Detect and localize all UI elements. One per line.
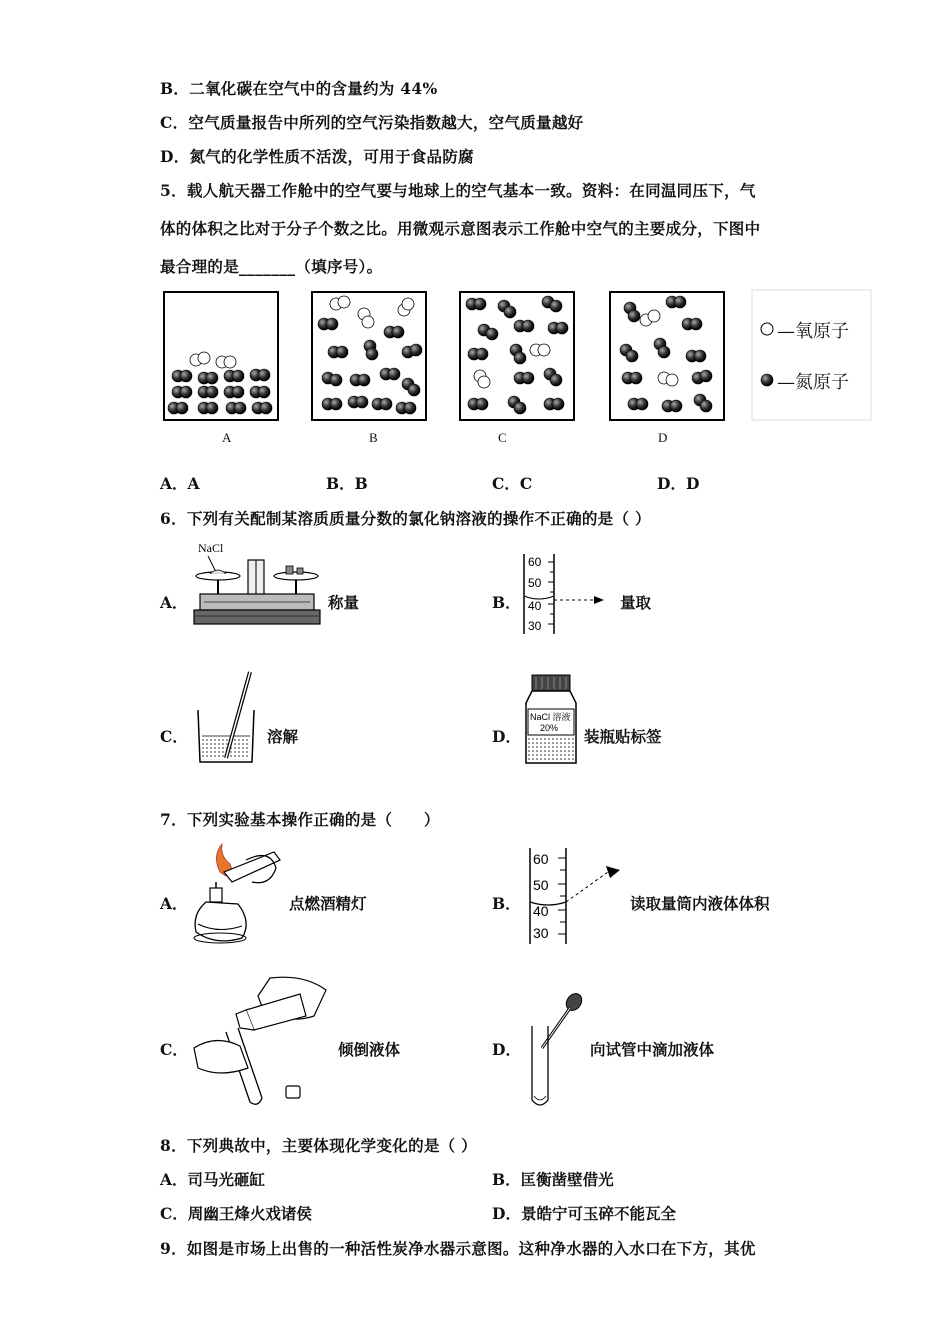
eye-icon [606,866,620,878]
q6-option-d-letter: D． [492,727,521,746]
q7-option-a-caption: 点燃酒精灯 [289,894,367,913]
nitrogen-atom-icon [761,374,773,386]
q6-option-a-letter: A． [160,593,188,612]
labeled-bottle-icon [520,673,582,767]
cyl-tick-40: 40 [528,599,542,613]
q5-option-d: D．D [657,474,700,493]
q7-option-b-letter: B． [492,894,521,913]
q8-option-c: C．周幽王烽火戏诸侯 [160,1204,312,1223]
cyl-tick-50: 50 [528,576,542,590]
hand-holding-tube-icon [194,1040,248,1073]
q5-option-a: A．A [160,474,200,493]
q7-option-a-letter: A． [160,894,188,913]
q8-option-a: A．司马光砸缸 [160,1170,266,1189]
q8-stem: 8．下列典故中，主要体现化学变化的是（ ） [160,1136,477,1155]
oxygen-atom-icon [761,323,773,335]
q7-option-c-letter: C． [160,1040,188,1059]
q4-option-b: B．二氧化碳在空气中的含量约为 44% [160,79,438,98]
balance-scale-icon [186,538,326,634]
q5-box-label-b: B [369,430,378,445]
bottle-stopper-icon [286,1086,300,1098]
q5-box-b [312,292,426,420]
pouring-liquid-icon [186,972,336,1112]
q5-diagram [158,288,873,448]
q7-option-c-caption: 倾倒液体 [338,1040,401,1059]
q7-stem: 7．下列实验基本操作正确的是（ ） [160,810,440,829]
q5-legend [752,290,871,420]
q6-stem: 6．下列有关配制某溶质质量分数的氯化钠溶液的操作不正确的是（ ） [160,509,651,528]
cyl-tick-30: 30 [533,925,549,941]
q8-option-d: D．景皓宁可玉碎不能瓦全 [492,1204,676,1223]
q5-box-label-c: C [498,430,507,445]
measuring-cylinder-icon [518,552,618,636]
q4-option-c: C．空气质量报告中所列的空气污染指数越大，空气质量越好 [160,113,584,132]
q7-option-d-letter: D． [492,1040,521,1059]
q5-box-a [164,292,278,420]
legend-nitrogen-label: —氮原子 [777,372,849,393]
q7-option-d-caption: 向试管中滴加液体 [590,1040,715,1059]
cyl-tick-60: 60 [533,851,549,867]
alcohol-lamp-lighting-icon [186,842,286,948]
cyl-tick-50: 50 [533,877,549,893]
q5-option-b: B．B [326,474,368,493]
legend-oxygen-label: —氧原子 [777,321,849,342]
q5-box-label-a: A [222,430,232,445]
bottle-label-percent: 20% [540,723,559,733]
q5-box-c [460,292,574,420]
q6-option-a-caption: 称量 [328,593,360,612]
q6-option-c-letter: C． [160,727,188,746]
eye-icon [594,596,604,604]
q6-option-b-caption: 量取 [620,593,652,612]
dropper-test-tube-icon [526,990,586,1112]
q5-stem-line2: 体的体积之比对于分子个数之比。用微观示意图表示工作舱中空气的主要成分，下图中 [160,219,761,238]
q5-box-d [610,292,724,420]
cyl-tick-60: 60 [528,555,542,569]
cyl-tick-40: 40 [533,903,549,919]
q5-stem-line1: 5．载人航天器工作舱中的空气要与地球上的空气基本一致。资料：在同温同压下，气 [160,181,756,200]
q7-option-b-caption: 读取量筒内液体体积 [630,894,770,913]
read-cylinder-icon [524,846,628,946]
q9-stem-line1: 9．如图是市场上出售的一种活性炭净水器示意图。这种净水器的入水口在下方，其优 [160,1239,756,1258]
dropper-bulb-icon [563,991,585,1014]
q6-option-c-caption: 溶解 [267,727,299,746]
q6-option-b-letter: B． [492,593,521,612]
q5-box-label-d: D [658,430,668,445]
q8-option-b: B．匡衡凿壁借光 [492,1170,614,1189]
q4-option-d: D．氮气的化学性质不活泼，可用于食品防腐 [160,147,474,166]
beaker-stirring-icon [192,670,262,766]
q6-option-d-caption: 装瓶贴标签 [584,727,662,746]
q5-option-c: C．C [492,474,533,493]
cyl-tick-30: 30 [528,619,542,633]
q5-stem-line3: 最合理的是_______（填序号）。 [160,257,383,276]
bottle-label-name: NaCl 溶液 [530,712,571,722]
nacl-label: NaCl [198,541,224,555]
